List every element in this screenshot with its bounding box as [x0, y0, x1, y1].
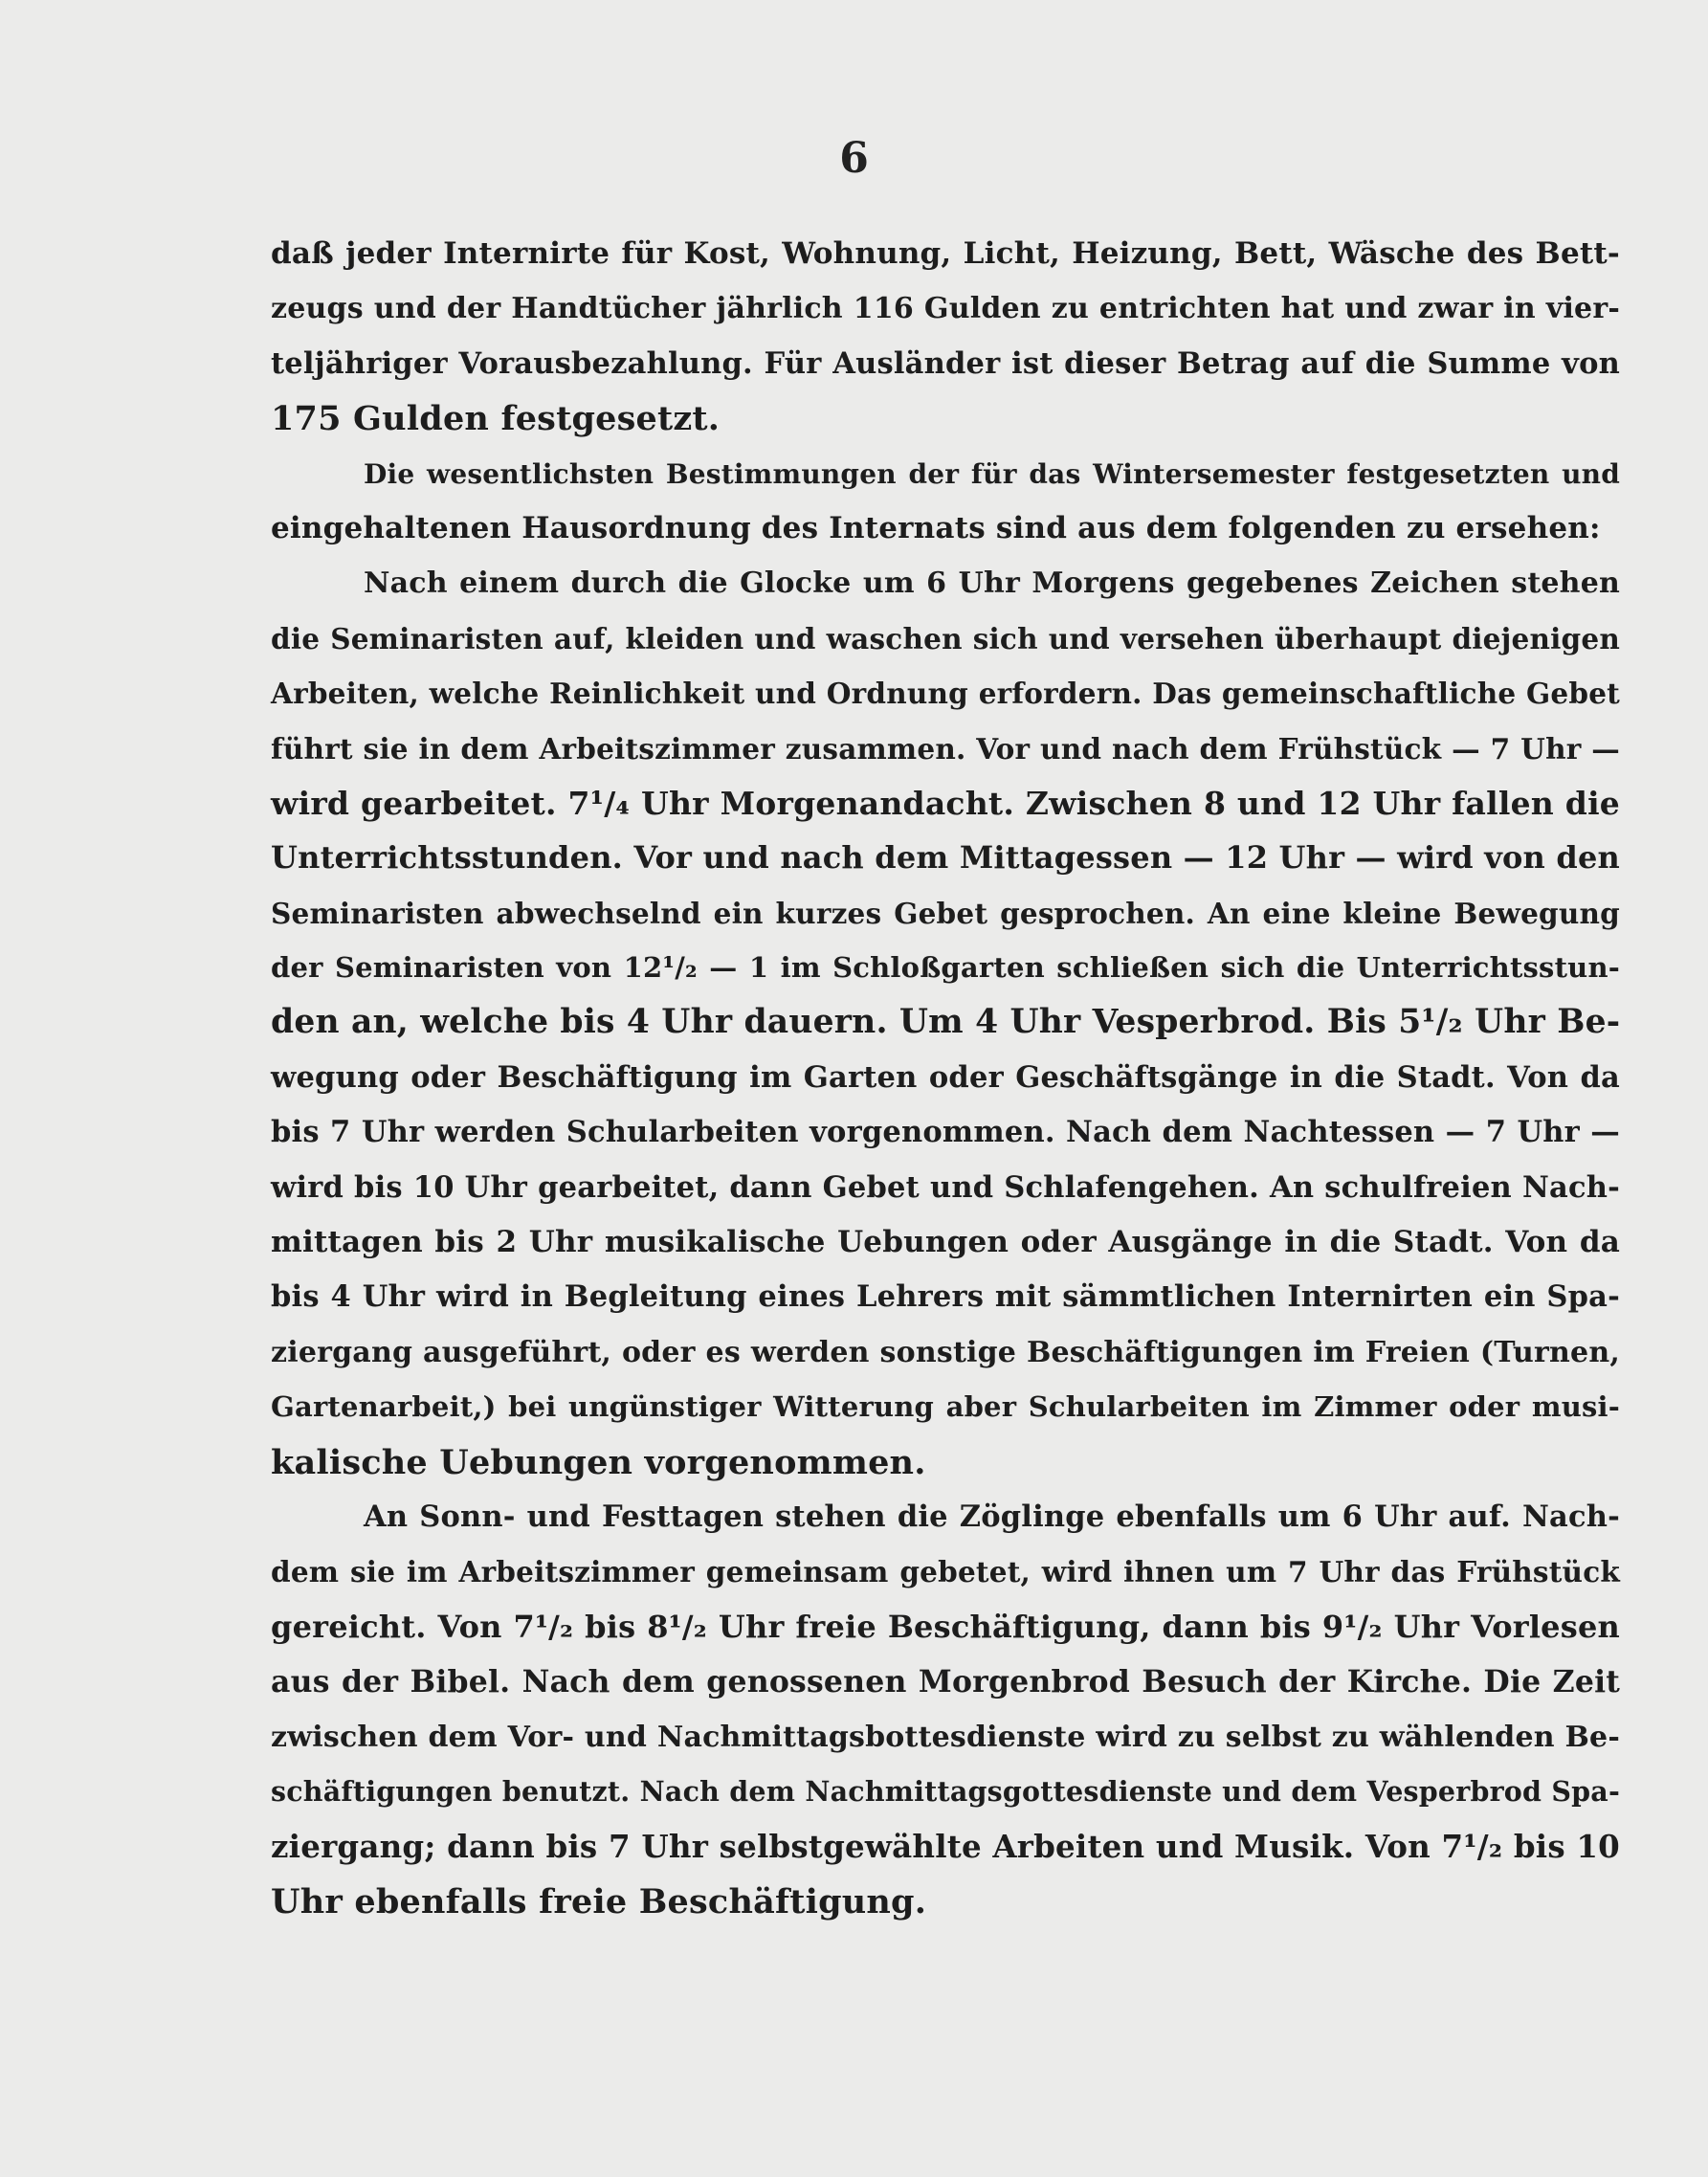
- text-line: führt sie in dem Arbeitszimmer zusammen. Vor und nach dem Frühstück — 7 Uhr —: [271, 731, 1620, 766]
- text-line: gereicht. Von 7¹/₂ bis 8¹/₂ Uhr freie Beschäftigung, dann bis 9¹/₂ Uhr Vorlesen: [271, 1608, 1620, 1645]
- page-number: 6: [839, 134, 869, 183]
- text-line: bis 4 Uhr wird in Begleitung eines Lehrers mit sämmtlichen Internirten ein Spa-: [271, 1279, 1620, 1315]
- text-line: daß jeder Internirte für Kost, Wohnung, Licht, Heizung, Bett, Wäsche des Bett-: [271, 236, 1620, 271]
- text-line: Die wesentlichsten Bestimmungen der für das Wintersemester festgesetzten und: [364, 457, 1620, 490]
- text-line: Arbeiten, welche Reinlichkeit und Ordnung erfordern. Das gemeinschaftliche Gebet: [271, 677, 1620, 711]
- body-text: [271, 227, 1620, 1929]
- text-line: schäftigungen benutzt. Nach dem Nachmittagsgottesdienste und dem Vesperbrod Spa-: [271, 1774, 1620, 1808]
- text-line: den an, welche bis 4 Uhr dauern. Um 4 Uhr Vesperbrod. Bis 5¹/₂ Uhr Be-: [271, 1003, 1621, 1042]
- text-line: zeugs und der Handtücher jährlich 116 Gulden zu entrichten hat und zwar in vier-: [271, 292, 1620, 326]
- text-line: ziergang ausgeführt, oder es werden sonstige Beschäftigungen im Freien (Turnen,: [271, 1335, 1620, 1369]
- text-line: Gartenarbeit,) bei ungünstiger Witterung aber Schularbeiten im Zimmer oder musi-: [271, 1390, 1620, 1424]
- text-line: aus der Bibel. Nach dem genossenen Morgenbrod Besuch der Kirche. Die Zeit: [271, 1664, 1620, 1700]
- text-line: dem sie im Arbeitszimmer gemeinsam gebetet, wird ihnen um 7 Uhr das Frühstück: [271, 1555, 1620, 1589]
- text-line: Seminaristen abwechselnd ein kurzes Gebet gesprochen. An eine kleine Bewegung: [271, 896, 1620, 930]
- text-line: wird bis 10 Uhr gearbeitet, dann Gebet und Schlafengehen. An schulfreien Nach-: [271, 1169, 1620, 1205]
- text-line: Unterrichtsstunden. Vor und nach dem Mittagessen — 12 Uhr — wird von den: [271, 839, 1620, 877]
- text-line: eingehaltenen Hausordnung des Internats sind aus dem folgenden zu ersehen:: [271, 510, 1601, 545]
- text-line: wird gearbeitet. 7¹/₄ Uhr Morgenandacht. Zwischen 8 und 12 Uhr fallen die: [271, 784, 1620, 822]
- text-line: Nach einem durch die Glocke um 6 Uhr Morgens gegebenes Zeichen stehen: [364, 566, 1620, 601]
- text-line: zwischen dem Vor- und Nachmittagsbottesdienste wird zu selbst zu wählenden Be-: [271, 1720, 1620, 1754]
- text-line: Uhr ebenfalls freie Beschäftigung.: [271, 1881, 927, 1922]
- text-line: bis 7 Uhr werden Schularbeiten vorgenommen. Nach dem Nachtessen — 7 Uhr —: [271, 1115, 1620, 1150]
- text-line: die Seminaristen auf, kleiden und waschen sich und versehen überhaupt diejenigen: [271, 621, 1620, 655]
- text-line: wegung oder Beschäftigung im Garten oder Geschäftsgänge in die Stadt. Von da: [271, 1059, 1620, 1095]
- text-line: An Sonn- und Festtagen stehen die Zöglinge ebenfalls um 6 Uhr auf. Nach-: [364, 1499, 1620, 1534]
- text-line: teljähriger Vorausbezahlung. Für Ausländer ist dieser Betrag auf die Summe von: [271, 345, 1620, 381]
- text-line: der Seminaristen von 12¹/₂ — 1 im Schloßgarten schließen sich die Unterrichtsstun-: [271, 951, 1620, 985]
- text-line: 175 Gulden festgesetzt.: [271, 399, 721, 439]
- text-line: mittagen bis 2 Uhr musikalische Uebungen oder Ausgänge in die Stadt. Von da: [271, 1225, 1620, 1260]
- text-line: kalische Uebungen vorgenommen.: [271, 1442, 926, 1482]
- text-line: ziergang; dann bis 7 Uhr selbstgewählte Arbeiten und Musik. Von 7¹/₂ bis 10: [271, 1828, 1620, 1866]
